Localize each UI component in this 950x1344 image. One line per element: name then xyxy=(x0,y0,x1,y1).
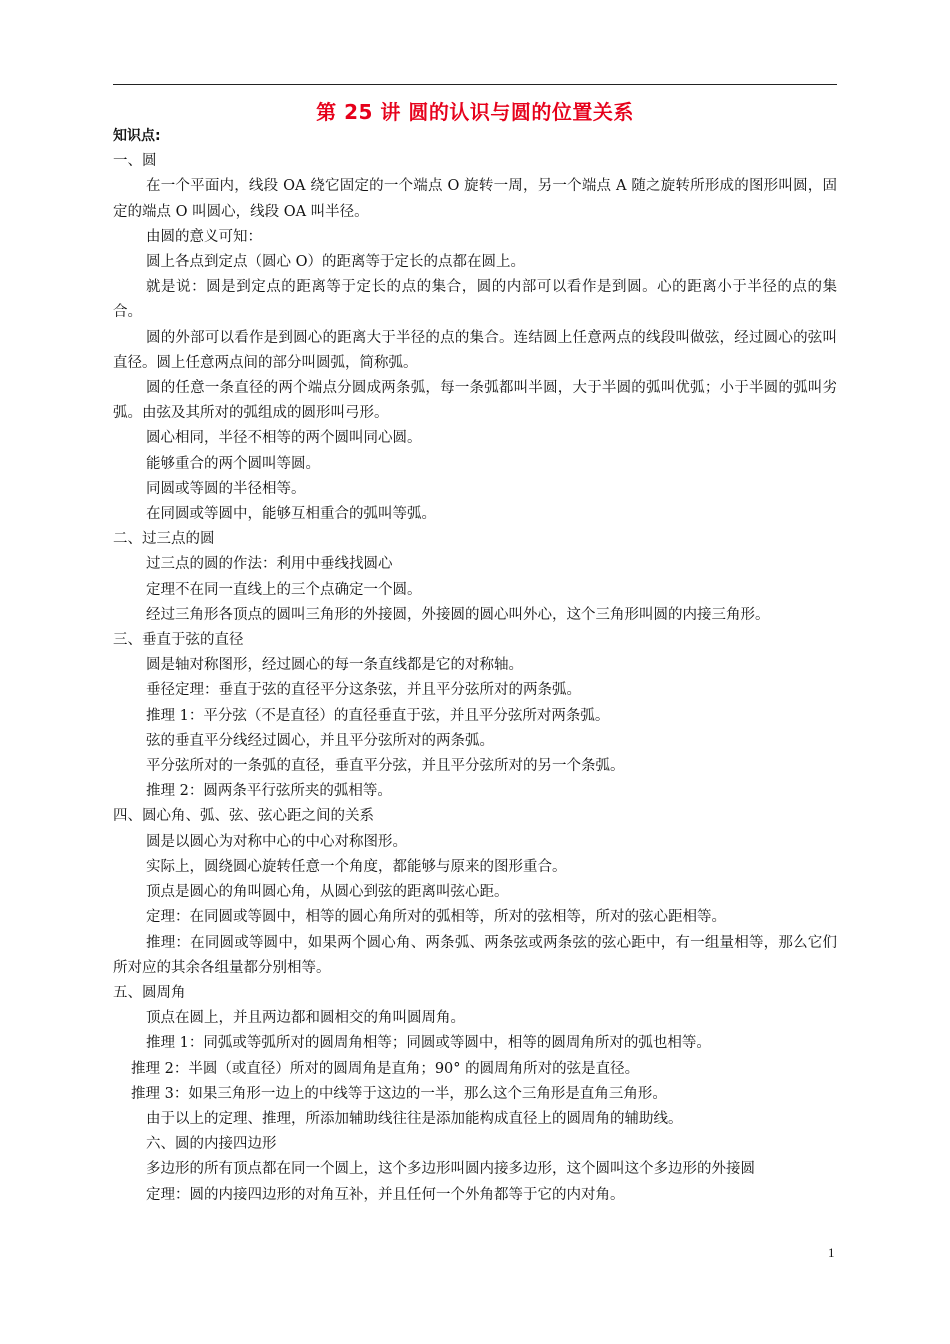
paragraph: 圆上各点到定点（圆心 O）的距离等于定长的点都在圆上。 xyxy=(146,254,525,271)
paragraph: 能够重合的两个圆叫等圆。 xyxy=(146,455,320,472)
paragraph: 同圆或等圆的半径相等。 xyxy=(146,480,306,497)
paragraph: 顶点在圆上，并且两边都和圆相交的角叫圆周角。 xyxy=(146,1010,465,1027)
paragraph: 由圆的意义可知： xyxy=(146,228,262,245)
page-title: 第 25 讲 圆的认识与圆的位置关系 xyxy=(316,100,634,124)
paragraph: 推理 3：如果三角形一边上的中线等于这边的一半，那么这个三角形是直角三角形。 xyxy=(131,1085,667,1102)
paragraph: 圆的外部可以看作是到圆心的距离大于半径的点的集合。连结圆上任意两点的线段叫做弦，经过圆心的弦叫直径。圆上任意两点间的部分叫圆弧，简称弧。 xyxy=(113,329,837,371)
paragraph: 定理：圆的内接四边形的对角互补，并且任何一个外角都等于它的内对角。 xyxy=(146,1186,625,1203)
paragraph: 垂径定理：垂直于弦的直径平分这条弦，并且平分弦所对的两条弧。 xyxy=(146,682,581,699)
paragraph: 圆是轴对称图形，经过圆心的每一条直线都是它的对称轴。 xyxy=(146,657,523,674)
paragraph: 顶点是圆心的角叫圆心角，从圆心到弦的距离叫弦心距。 xyxy=(146,884,509,901)
paragraph: 推理 2：半圆（或直径）所对的圆周角是直角；90° 的圆周角所对的弦是直径。 xyxy=(131,1060,640,1077)
paragraph: 在一个平面内，线段 OA 绕它固定的一个端点 O 旋转一周，另一个端点 A 随之旋转所形成的图形叫圆，固定的端点 O 叫圆心，线段 OA 叫半径。 xyxy=(113,178,837,220)
header-rule xyxy=(113,84,837,85)
paragraph: 推理 1：平分弦（不是直径）的直径垂直于弦，并且平分弦所对两条弧。 xyxy=(146,707,610,724)
paragraph: 圆的任意一条直径的两个端点分圆成两条弧，每一条弧都叫半圆，大于半圆的弧叫优弧；小于半圆的弧叫劣弧。由弦及其所对的弧组成的圆形叫弓形。 xyxy=(113,380,837,422)
page-number: 1 xyxy=(828,1245,835,1260)
paragraph: 推理 1：同弧或等弧所对的圆周角相等；同圆或等圆中，相等的圆周角所对的弧也相等。 xyxy=(146,1035,711,1052)
paragraph: 推理：在同圆或等圆中，如果两个圆心角、两条弧、两条弦或两条弦的弦心距中，有一组量相等，那么它们所对应的其余各组量都分别相等。 xyxy=(113,934,837,976)
paragraph: 定理不在同一直线上的三个点确定一个圆。 xyxy=(146,581,422,598)
section-heading: 二、过三点的圆 xyxy=(113,531,215,548)
paragraph: 六、圆的内接四边形 xyxy=(146,1136,277,1153)
section-heading: 五、圆周角 xyxy=(113,984,186,1001)
paragraph: 由于以上的定理、推理，所添加辅助线往往是添加能构成直径上的圆周角的辅助线。 xyxy=(146,1110,683,1127)
paragraph: 就是说：圆是到定点的距离等于定长的点的集合，圆的内部可以看作是到圆。心的距离小于半径的点的集合。 xyxy=(113,279,837,321)
paragraph: 多边形的所有顶点都在同一个圆上，这个多边形叫圆内接多边形，这个圆叫这个多边形的外接圆 xyxy=(146,1161,755,1178)
paragraph: 在同圆或等圆中，能够互相重合的弧叫等弧。 xyxy=(146,506,436,523)
paragraph-list xyxy=(113,149,837,1208)
paragraph: 圆是以圆心为对称中心的中心对称图形。 xyxy=(146,833,407,850)
paragraph: 经过三角形各顶点的圆叫三角形的外接圆，外接圆的圆心叫外心，这个三角形叫圆的内接三角形。 xyxy=(146,606,770,623)
paragraph: 圆心相同，半径不相等的两个圆叫同心圆。 xyxy=(146,430,422,447)
knowledge-points-label: 知识点: xyxy=(113,128,161,144)
paragraph: 推理 2：圆两条平行弦所夹的弧相等。 xyxy=(146,783,392,800)
section-heading: 一、圆 xyxy=(113,153,157,170)
section-heading: 四、圆心角、弧、弦、弦心距之间的关系 xyxy=(113,808,374,825)
paragraph: 过三点的圆的作法：利用中垂线找圆心 xyxy=(146,556,393,573)
paragraph: 弦的垂直平分线经过圆心，并且平分弦所对的两条弧。 xyxy=(146,732,494,749)
section-heading: 三、垂直于弦的直径 xyxy=(113,632,244,649)
document-body xyxy=(113,124,837,1208)
paragraph: 定理：在同圆或等圆中，相等的圆心角所对的弧相等，所对的弦相等，所对的弦心距相等。 xyxy=(146,909,726,926)
paragraph: 平分弦所对的一条弧的直径，垂直平分弦，并且平分弦所对的另一个条弧。 xyxy=(146,758,625,775)
paragraph: 实际上，圆绕圆心旋转任意一个角度，都能够与原来的图形重合。 xyxy=(146,858,567,875)
